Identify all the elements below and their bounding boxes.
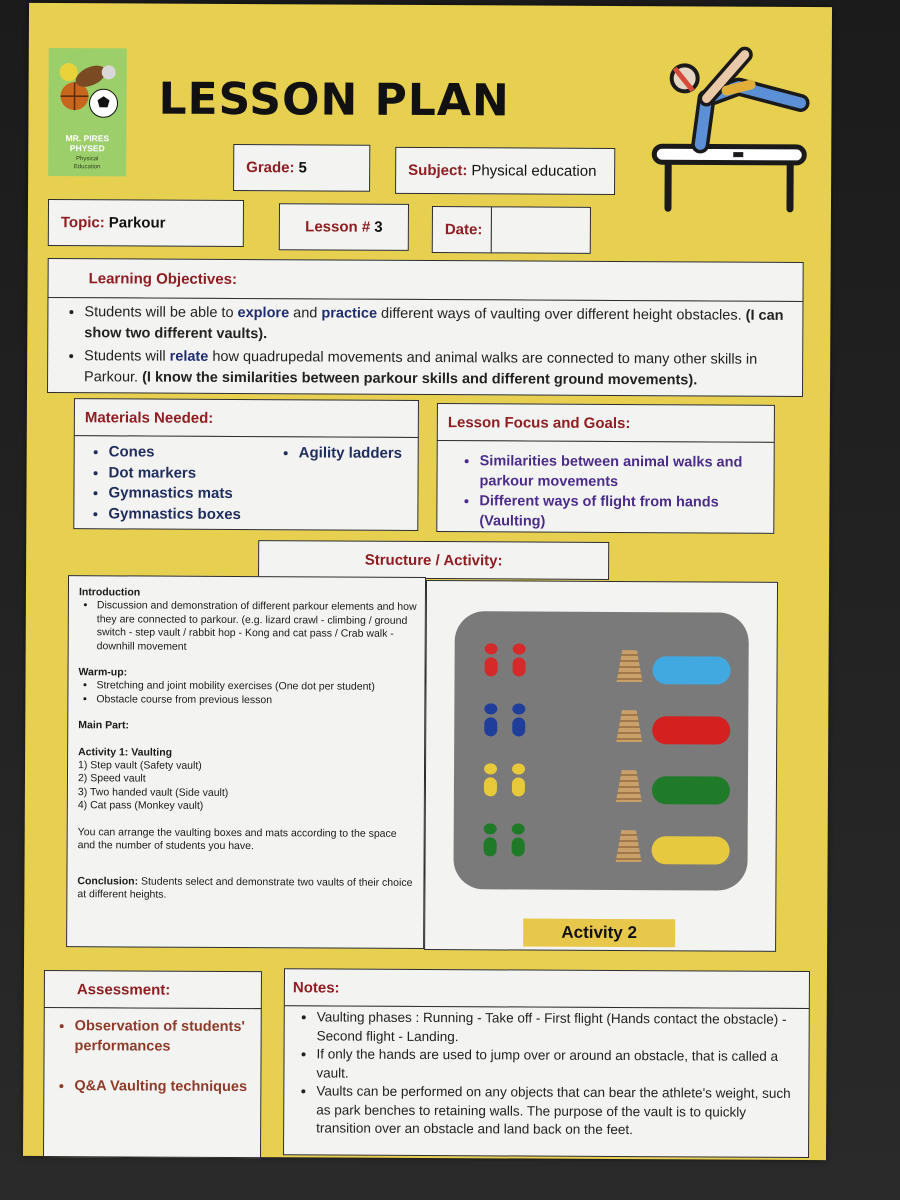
subject-label: Subject: bbox=[408, 161, 468, 180]
logo-sub-1: Physical bbox=[76, 156, 99, 163]
note-item: • Vaulting phases : Running - Take off - First flight (Hands contact the obstacle) - Second flight - Landing. bbox=[317, 1008, 799, 1048]
material-item: • Gymnastics mats bbox=[108, 483, 278, 504]
sports-balls-icon bbox=[48, 48, 126, 128]
gym-mat bbox=[652, 776, 730, 804]
activity-line: 3) Two handed vault (Side vault) bbox=[77, 786, 229, 799]
material-item: • Dot markers bbox=[109, 463, 279, 484]
student-marker-head bbox=[485, 643, 498, 654]
student-marker-head bbox=[513, 643, 526, 654]
focus-body bbox=[436, 440, 774, 534]
warmup-item: • Stretching and joint mobility exercises (One dot per student) bbox=[96, 680, 416, 695]
objective-item: • Students will be able to explore and practice different ways of vaulting over different height obstacles. (I can show two different vaults). bbox=[84, 302, 788, 348]
main-part-title: Main Part: bbox=[78, 719, 130, 732]
focus-header bbox=[437, 403, 775, 443]
note-item: • If only the hands are used to jump over or around an obstacle, that is called a vault. bbox=[316, 1045, 798, 1085]
focus-heading: Lesson Focus and Goals: bbox=[447, 413, 631, 432]
logo bbox=[48, 48, 127, 176]
assessment-item: • Observation of students' performances bbox=[75, 1016, 251, 1057]
materials-header bbox=[74, 398, 419, 438]
objectives-list bbox=[64, 302, 788, 392]
materials-heading: Materials Needed: bbox=[84, 408, 214, 427]
warmup-item: • Obstacle course from previous lesson bbox=[96, 693, 416, 708]
student-marker-head bbox=[512, 823, 525, 834]
student-marker-head bbox=[512, 703, 525, 714]
gym-mat bbox=[652, 656, 730, 684]
grade-label: Grade: bbox=[246, 159, 295, 177]
activity-2-diagram bbox=[453, 611, 748, 891]
structure-text-panel bbox=[66, 575, 426, 949]
materials-list-2 bbox=[278, 443, 402, 530]
material-item: • Gymnastics boxes bbox=[108, 504, 278, 525]
note-item: • Vaults can be performed on any objects that can bear the athlete's weight, such as park benches to retaining walls. The purpose of the vault is to quickly transition over an obstacle and land back on the feet. bbox=[316, 1082, 798, 1140]
notes-body bbox=[283, 1005, 810, 1158]
activity-line: 1) Step vault (Safety vault) bbox=[78, 759, 202, 772]
student-marker bbox=[512, 777, 525, 796]
assessment-item: • Q&A Vaulting techniques bbox=[74, 1076, 250, 1097]
activity-line: 4) Cat pass (Monkey vault) bbox=[77, 799, 204, 813]
student-marker-head bbox=[512, 763, 525, 774]
focus-item: • Different ways of flight from hands (Vaulting) bbox=[479, 491, 755, 532]
grade-value: 5 bbox=[298, 159, 307, 177]
assessment-list bbox=[54, 1016, 250, 1097]
conclusion-label: Conclusion: bbox=[77, 874, 139, 887]
vaulting-box bbox=[616, 650, 642, 682]
vaulting-box bbox=[616, 770, 642, 802]
intro-title: Introduction bbox=[78, 586, 141, 599]
material-item: • Agility ladders bbox=[299, 443, 402, 464]
material-item: • Cones bbox=[109, 442, 279, 463]
conclusion-text: Students select and demonstrate two vaults of their choice at different heights. bbox=[77, 874, 413, 901]
focus-list bbox=[459, 451, 755, 533]
lesson-number-label: Lesson # bbox=[305, 218, 371, 236]
student-marker-head bbox=[484, 703, 497, 714]
grade-field bbox=[233, 144, 370, 192]
student-marker bbox=[485, 657, 498, 676]
notes-header bbox=[284, 968, 810, 1009]
page-title: LESSON PLAN bbox=[158, 73, 510, 127]
arrange-text: You can arrange the vaulting boxes and mats according to the space and the number of students you have. bbox=[77, 825, 397, 853]
date-label-box bbox=[432, 206, 492, 253]
subject-field bbox=[395, 147, 615, 195]
date-value-box bbox=[491, 206, 591, 254]
gym-mat bbox=[652, 836, 730, 864]
activity-line: 2) Speed vault bbox=[77, 772, 146, 786]
focus-item: • Similarities between animal walks and parkour movements bbox=[479, 451, 755, 492]
objective-item: • Students will relate how quadrupedal movements and animal walks are connected to many other skills in Parkour. (I know the similarities between parkour skills and different ground movements). bbox=[84, 346, 788, 392]
student-marker bbox=[484, 717, 497, 736]
subject-value: Physical education bbox=[471, 162, 597, 180]
assessment-body bbox=[43, 1007, 262, 1158]
student-marker bbox=[484, 837, 497, 856]
notes-list bbox=[296, 1008, 799, 1140]
logo-sub-2: Education bbox=[73, 164, 101, 171]
student-marker bbox=[513, 657, 526, 676]
student-marker-head bbox=[484, 823, 497, 834]
student-marker-head bbox=[484, 763, 497, 774]
structure-header bbox=[258, 540, 609, 580]
learning-objectives-body bbox=[47, 297, 803, 397]
assessment-heading: Assessment: bbox=[76, 980, 171, 999]
topic-field bbox=[48, 199, 244, 247]
logo-line-1: MR. PIRES bbox=[65, 133, 110, 144]
student-marker bbox=[512, 717, 525, 736]
vaulting-box bbox=[616, 830, 642, 862]
intro-item: • Discussion and demonstration of different parkour elements and how they are connected to parkour. (e.g. lizard crawl - climbing / ground switch - step vault / rabbit hop - Kong and cat pass / Crab walk - downhill movement bbox=[97, 600, 417, 655]
learning-objectives-heading: Learning Objectives: bbox=[88, 269, 238, 288]
vaulting-box bbox=[616, 710, 642, 742]
topic-value: Parkour bbox=[108, 214, 166, 232]
activity-2-label: Activity 2 bbox=[523, 919, 675, 948]
materials-list-1 bbox=[88, 442, 278, 529]
gym-mat bbox=[652, 716, 730, 744]
student-marker bbox=[484, 777, 497, 796]
learning-objectives-header bbox=[47, 258, 803, 302]
lesson-number-field bbox=[279, 203, 409, 251]
student-marker bbox=[512, 837, 525, 856]
assessment-header bbox=[44, 970, 262, 1009]
materials-body bbox=[73, 435, 418, 531]
logo-line-2: PHYSED bbox=[69, 143, 105, 154]
structure-heading: Structure / Activity: bbox=[364, 551, 503, 569]
date-label: Date: bbox=[444, 221, 483, 239]
topic-label: Topic: bbox=[60, 214, 105, 232]
lesson-plan-page bbox=[23, 3, 832, 1160]
activity-1-title: Activity 1: Vaulting bbox=[78, 745, 173, 759]
gymnast-vault-icon bbox=[648, 46, 819, 217]
notes-heading: Notes: bbox=[292, 978, 340, 997]
warmup-title: Warm-up: bbox=[78, 666, 128, 679]
activity-diagram-panel bbox=[424, 580, 778, 952]
lesson-number-value: 3 bbox=[374, 218, 383, 236]
